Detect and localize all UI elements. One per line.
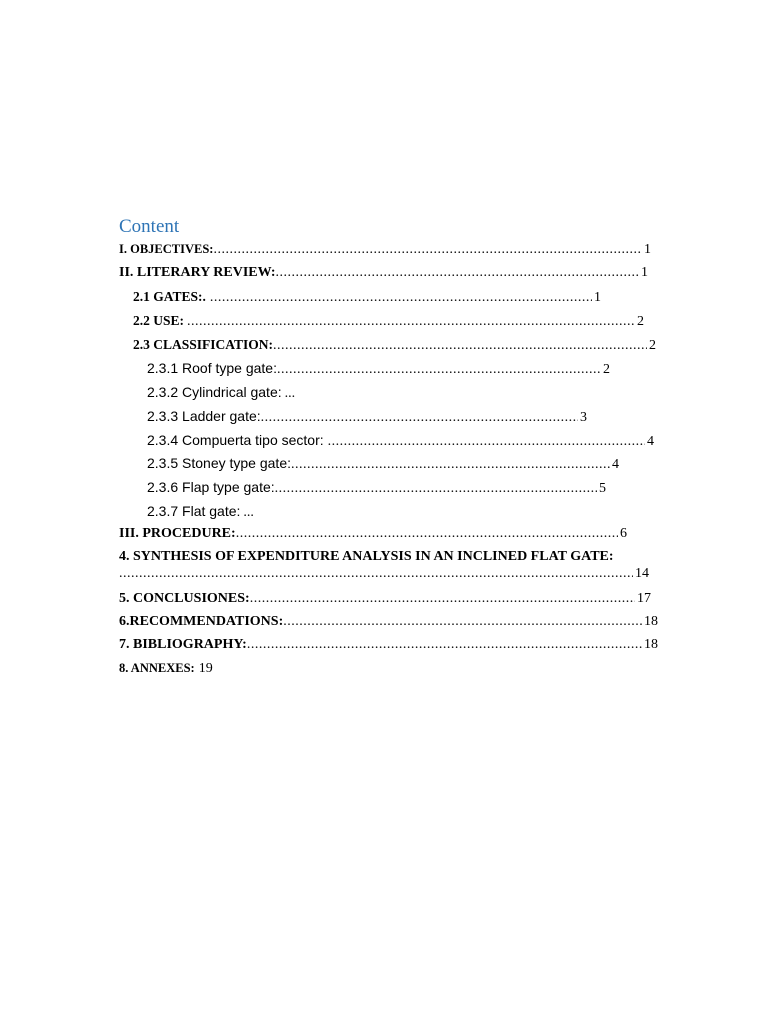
toc-entry-use[interactable]: [133, 313, 644, 330]
toc-entry-synthesis-leader: [119, 566, 649, 582]
leader-dots: [250, 591, 635, 607]
leader-dots: [213, 242, 642, 258]
toc-entry-cylindrical-gate[interactable]: [147, 384, 347, 402]
toc-entry-label: 4. SYNTHESIS OF EXPENDITURE ANALYSIS IN AN INCLINED FLAT GATE:: [119, 549, 614, 564]
toc-entry-gates[interactable]: [133, 289, 601, 306]
toc-entry-flat-gate[interactable]: [147, 503, 297, 521]
toc-entry-label: III. PROCEDURE:: [119, 526, 236, 541]
toc-entry-page: 6: [620, 526, 627, 541]
toc-entry-label: 2.3 CLASSIFICATION:: [133, 337, 274, 352]
toc-entry-page: 4: [612, 457, 619, 472]
toc-entry-stoney-type-gate[interactable]: [147, 455, 619, 473]
toc-entry-roof-type-gate[interactable]: [147, 360, 610, 378]
toc-entry-label: 2.3.2 Cylindrical gate:: [147, 384, 282, 400]
leader-dots: [261, 410, 578, 426]
toc-entry-procedure[interactable]: [119, 526, 627, 542]
leader-dots: [210, 290, 592, 306]
leader-dots: [277, 362, 601, 378]
toc-entry-page: 2: [637, 314, 644, 329]
toc-entry-compuerta-tipo-sector[interactable]: [147, 432, 654, 450]
toc-entry-label: 2.3.6 Flap type gate:: [147, 479, 275, 495]
toc-entry-page: 1: [594, 290, 601, 305]
toc-entry-page: 14: [635, 566, 649, 581]
toc-entry-label: II. LITERARY REVIEW:: [119, 265, 276, 280]
leader-dots: [273, 338, 647, 354]
toc-entry-flap-type-gate[interactable]: [147, 479, 606, 497]
toc-entry-page: 18: [644, 614, 658, 629]
toc-entry-label: 2.1 GATES:.: [133, 289, 206, 304]
toc-entry-label: 2.3.3 Ladder gate:: [147, 408, 261, 424]
leader-dots: [119, 566, 633, 582]
toc-entry-label: 6.RECOMMENDATIONS:: [119, 614, 284, 629]
toc-entry-page: 2: [603, 362, 610, 377]
toc-entry-synthesis[interactable]: [119, 549, 659, 582]
toc-entry-page: 1: [641, 265, 648, 280]
toc-entry-label: 2.3.5 Stoney type gate:: [147, 455, 291, 471]
toc-entry-annexes[interactable]: [119, 661, 319, 677]
toc-entry-page: 1: [644, 242, 651, 257]
toc-entry-label: 2.3.4 Compuerta tipo sector:: [147, 432, 324, 448]
leader-dots: [276, 265, 639, 281]
leader-dots: [236, 526, 618, 542]
toc-entry-ladder-gate[interactable]: [147, 408, 587, 426]
toc-entry-label: 2.3.1 Roof type gate:: [147, 360, 277, 376]
toc-entry-page: 2: [649, 338, 656, 353]
leader-dots: [247, 637, 642, 653]
leader-dots: [275, 481, 597, 497]
toc-entry-objectives[interactable]: [119, 242, 651, 258]
toc-entry-label: 7. BIBLIOGRAPHY:: [119, 637, 247, 652]
toc-entry-classification[interactable]: [133, 337, 656, 354]
leader-dots: [283, 614, 642, 630]
toc-entry-page: 17: [637, 591, 651, 606]
toc-entry-conclusiones[interactable]: [119, 591, 651, 607]
toc-entry-page: 5: [599, 481, 606, 496]
leader-dots: [291, 457, 610, 473]
toc-entry-page: 3: [580, 410, 587, 425]
toc-entry-label: 5. CONCLUSIONES:: [119, 591, 250, 606]
toc-entry-literary-review[interactable]: [119, 265, 648, 281]
toc-entry-page: 4: [647, 434, 654, 449]
toc-entry-label: 8. ANNEXES:: [119, 661, 195, 675]
toc-entry-bibliography[interactable]: [119, 637, 658, 653]
toc-entry-page: 19: [198, 661, 213, 676]
leader-dots: ...: [243, 505, 254, 520]
toc-entry-page: 18: [644, 637, 658, 652]
toc-entry-recommendations[interactable]: [119, 614, 658, 630]
toc-entry-label: I. OBJECTIVES:: [119, 242, 214, 256]
leader-dots: [187, 314, 635, 330]
toc-entry-label: 2.3.7 Flat gate:: [147, 503, 241, 519]
leader-dots: [328, 434, 645, 450]
toc-title: Content: [119, 216, 180, 237]
toc-entry-label: 2.2 USE:: [133, 313, 185, 328]
leader-dots: ...: [284, 386, 296, 401]
